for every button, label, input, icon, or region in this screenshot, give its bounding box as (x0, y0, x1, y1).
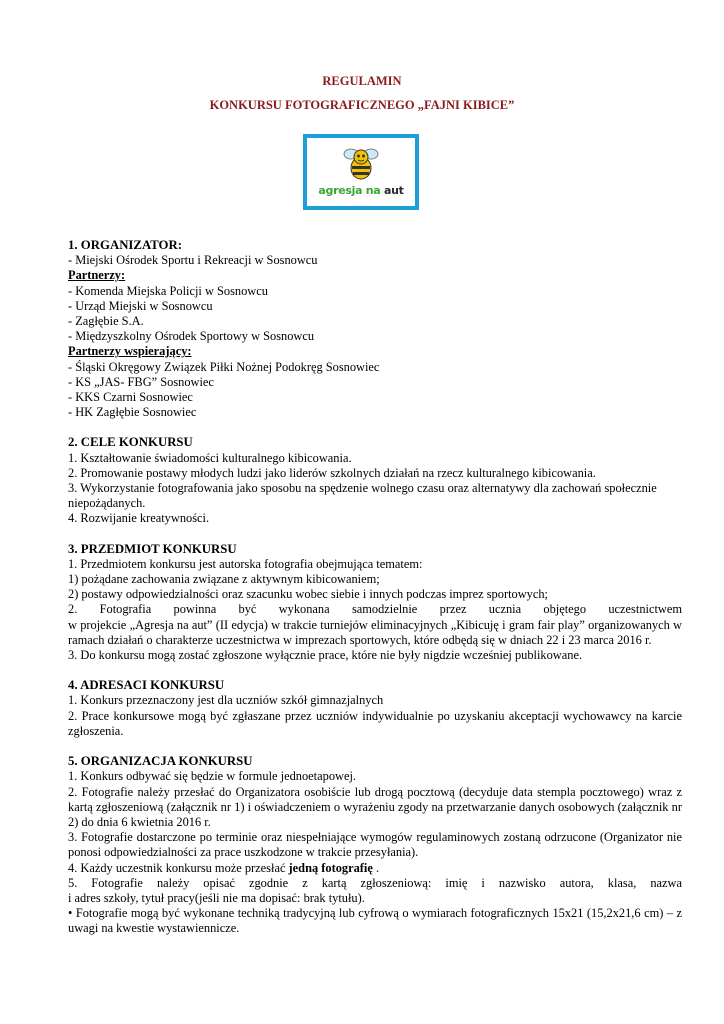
document-subtitle: KONKURSU FOTOGRAFICZNEGO „FAJNI KIBICE” (209, 98, 515, 112)
recipients-line: 1. Konkurs przeznaczony jest dla uczniów szkół gimnazjalnych (68, 693, 384, 708)
section-goals-heading: 2. CELE KONKURSU (68, 435, 193, 450)
section-recipients-heading: 4. ADRESACI KONKURSU (68, 678, 225, 693)
partners-label: Partnerzy: (68, 268, 126, 283)
partner-item: - Zagłębie S.A. (68, 314, 144, 329)
supporting-partner-item: - KKS Czarni Sosnowiec (68, 390, 193, 405)
subject-line: 1. Przedmiotem konkursu jest autorska fotografia obejmująca tematem: (68, 556, 423, 571)
agresja-na-aut-logo (303, 134, 419, 210)
partner-item: - Komenda Miejska Policji w Sosnowcu (68, 283, 268, 298)
section-organization-heading: 5. ORGANIZACJA KONKURSU (68, 754, 253, 769)
subject-line: 1) pożądane zachowania związane z aktywnym kibicowaniem; (68, 572, 380, 587)
goal-item: 3. Wykorzystanie fotografowania jako sposobu na spędzenie wolnego czasu oraz alternatywy dla zachowań społecznie niepożądanych. (68, 481, 657, 511)
organization-line: 3. Fotografie dostarczone po terminie oraz niespełniające wymogów regulaminowych zostaną odrzucone (Organizator nie ponosi odpowiedzialności za prace uszkodzone w trakcie przesyłania). (68, 830, 682, 860)
organization-bullet: • Fotografie mogą być wykonane techniką tradycyjną lub cyfrową o wymiarach fotograficznych 15x21 (15,2x21,6 cm) – z uwagi na kwestie wystawiennicze. (68, 906, 682, 936)
one-photo-emphasis: jedną fotografię (288, 860, 373, 875)
partner-item: - Urząd Miejski w Sosnowcu (68, 298, 213, 313)
regulation-body (68, 238, 682, 937)
organization-line: i adres szkoły, tytuł pracy(jeśli nie ma dopisać: brak tytułu). (68, 890, 365, 905)
goal-item: 2. Promowanie postawy młodych ludzi jako liderów szkolnych działań na rzecz kulturalnego kibicowania. (68, 465, 596, 480)
organization-line: 2. Fotografie należy przesłać do Organizatora osobiście lub drogą pocztową (decyduje data stempla pocztowego) wraz z kartą zgłoszeniową (załącznik nr 1) i oświadczeniem o wyrażeniu zgody na przetwarzanie danych osobowych (załącznik nr 2) do dnia 6 kwietnia 2016 r. (68, 784, 682, 829)
goal-item: 4. Rozwijanie kreatywności. (68, 511, 210, 526)
subject-line: 2) postawy odpowiedzialności oraz szacunku wobec siebie i innych podczas imprez sportowych; (68, 587, 548, 602)
supporting-partners-label: Partnerzy wspierający: (68, 344, 192, 359)
supporting-partner-item: - KS „JAS- FBG” Sosnowiec (68, 374, 214, 389)
subject-line: 2. Fotografia powinna być wykonana samodzielnie przez ucznia objętego uczestnictwem (68, 602, 682, 617)
bee-mascot-icon (341, 144, 381, 182)
organizer-line: - Miejski Ośrodek Sportu i Rekreacji w Sosnowcu (68, 253, 318, 268)
section-organizer-heading: 1. ORGANIZATOR: (68, 238, 182, 252)
organization-line: 1. Konkurs odbywać się będzie w formule jednoetapowej. (68, 769, 356, 784)
document-title: REGULAMIN (322, 74, 402, 88)
section-subject-heading: 3. PRZEDMIOT KONKURSU (68, 541, 237, 556)
goal-item: 1. Kształtowanie świadomości kulturalnego kibicowania. (68, 450, 352, 465)
partner-item: - Międzyszkolny Ośrodek Sportowy w Sosnowcu (68, 329, 315, 344)
supporting-partner-item: - HK Zagłębie Sosnowiec (68, 405, 197, 420)
recipients-line: 2. Prace konkursowe mogą być zgłaszane przez uczniów indywidualnie po uzyskaniu akceptacji wychowawcy na karcie zgłoszenia. (68, 708, 682, 738)
organization-line: 4. Każdy uczestnik konkursu może przesłać jedną fotografię . (68, 860, 380, 875)
subject-line: w projekcie „Agresja na aut” (II edycja) w trakcie turniejów eliminacyjnych „Kibicuję i gram fair play” organizowanych w ramach działań o charakterze uczestnictwa w imprezach sportowych, które odbędą się w dniach 22 i 23 marca 2016 r. (68, 617, 682, 647)
subject-line: 3. Do konkursu mogą zostać zgłoszone wyłącznie prace, które nie były nigdzie wcześniej publikowane. (68, 648, 583, 663)
supporting-partner-item: - Śląski Okręgowy Związek Piłki Nożnej Podokręg Sosnowiec (68, 359, 380, 374)
logo-text: agresja na aut (318, 184, 404, 197)
organization-line: 5. Fotografie należy opisać zgodnie z kartą zgłoszeniową: imię i nazwisko autora, klasa, nazwa (68, 875, 682, 890)
